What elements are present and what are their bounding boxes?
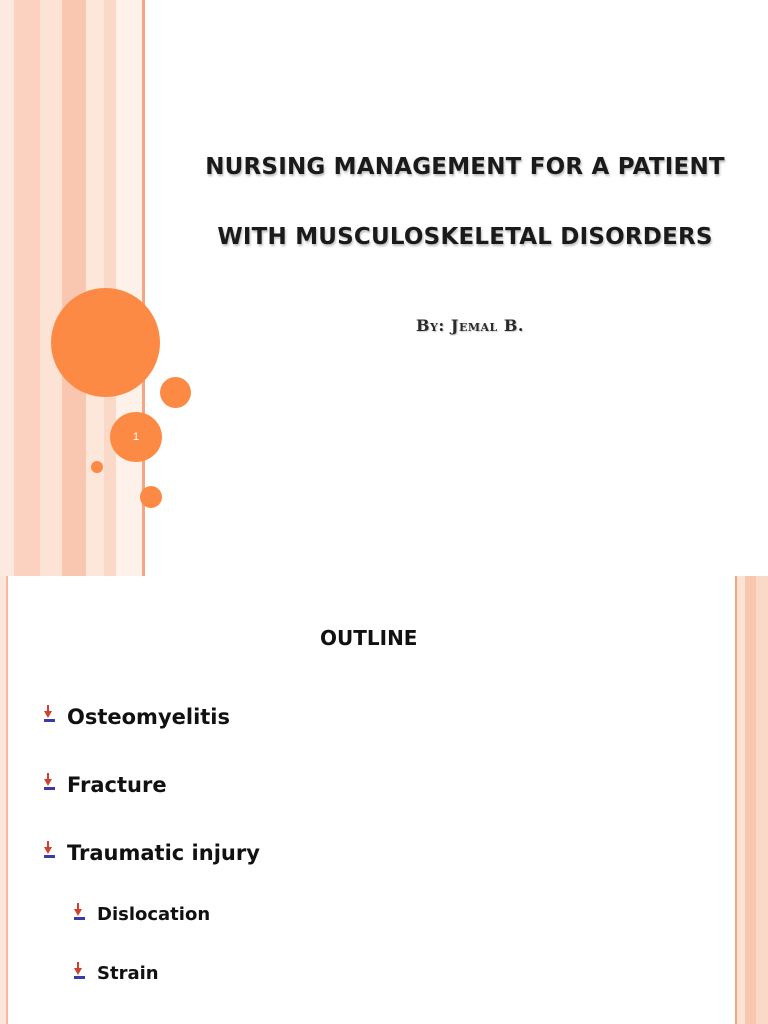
- list-item-label: Osteomyelitis: [67, 705, 231, 729]
- decorative-stripe: [756, 576, 768, 1024]
- decorative-stripe: [737, 576, 745, 1024]
- list-item: [44, 841, 260, 865]
- arrow-down-to-bar-icon: [44, 847, 56, 859]
- arrow-down-to-bar-icon: [44, 779, 56, 791]
- list-item: [44, 773, 167, 797]
- slide-number: 1: [132, 431, 140, 443]
- list-item-label: Strain: [97, 963, 159, 984]
- decorative-circle-small: [91, 461, 103, 473]
- slide-title-line-1: NURSING MANAGEMENT FOR A PATIENT: [205, 154, 725, 180]
- list-item: [44, 705, 230, 729]
- decorative-circle-small: [140, 486, 162, 508]
- decorative-stripe: [62, 0, 86, 576]
- arrow-down-to-bar-icon: [74, 968, 86, 980]
- list-item-label: Fracture: [67, 773, 167, 797]
- author-byline: By: Jemal B.: [416, 316, 524, 335]
- outline-title: OUTLINE: [320, 626, 418, 650]
- list-item: [74, 904, 210, 925]
- decorative-circle-small: [160, 377, 191, 408]
- decorative-circle-large: [51, 288, 160, 397]
- arrow-down-to-bar-icon: [74, 909, 86, 921]
- list-item-label: Dislocation: [97, 904, 211, 925]
- decorative-stripe: [40, 0, 62, 576]
- arrow-down-to-bar-icon: [44, 711, 56, 723]
- slide-title-line-2: WITH MUSCULOSKELETAL DISORDERS: [217, 224, 713, 250]
- decorative-stripe: [0, 0, 14, 576]
- decorative-stripe: [745, 576, 756, 1024]
- decorative-stripe: [116, 0, 142, 576]
- decorative-stripe: [14, 0, 40, 576]
- decorative-stripe-line: [6, 576, 8, 1024]
- list-item: [74, 963, 159, 984]
- list-item-label: Traumatic injury: [67, 841, 260, 865]
